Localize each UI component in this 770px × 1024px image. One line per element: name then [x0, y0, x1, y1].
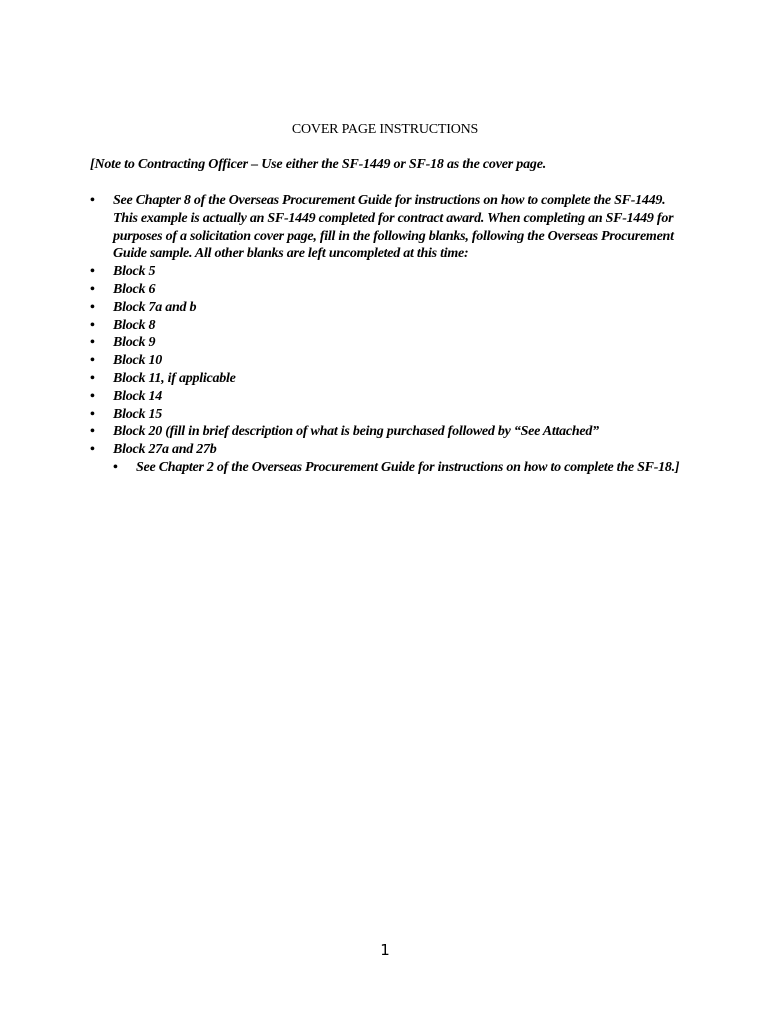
list-item: [90, 334, 680, 352]
list-item: [90, 192, 680, 263]
sub-list-item-text: See Chapter 2 of the Overseas Procurement Guide for instructions on how to complete the SF-18.]: [136, 459, 680, 475]
bullet-icon: •: [90, 281, 95, 297]
bullet-icon: •: [90, 335, 95, 351]
list-item-text: Block 14: [113, 388, 162, 404]
list-item-text: Block 5: [113, 264, 156, 280]
bullet-icon: •: [90, 353, 95, 369]
bullet-icon: •: [90, 442, 95, 458]
instruction-list: [90, 192, 680, 477]
page-number: 1: [380, 941, 390, 959]
list-item-text: Block 27a and 27b: [113, 442, 217, 458]
list-item-text: Block 11, if applicable: [113, 370, 236, 386]
list-item: [90, 406, 680, 424]
list-item: [90, 317, 680, 335]
list-item-text: Block 10: [113, 353, 162, 369]
list-item-text: Block 7a and b: [113, 299, 197, 315]
bullet-icon: •: [90, 193, 95, 208]
sub-list-item: [113, 459, 680, 477]
list-item-text: Block 8: [113, 317, 156, 333]
page-title: COVER PAGE INSTRUCTIONS: [291, 122, 479, 137]
list-item-text: Block 15: [113, 406, 162, 422]
contracting-officer-note: [Note to Contracting Officer – Use either the SF-1449 or SF-18 as the cover page.: [90, 157, 547, 172]
bullet-icon: •: [90, 424, 95, 440]
list-item: [90, 281, 680, 299]
list-item: [90, 423, 680, 441]
list-item: [90, 263, 680, 281]
sub-instruction-list: [113, 459, 680, 477]
list-item: [90, 388, 680, 406]
list-item: [90, 352, 680, 370]
bullet-icon: •: [90, 317, 95, 333]
list-item-text: Block 6: [113, 281, 156, 297]
bullet-icon: •: [113, 459, 118, 475]
bullet-icon: •: [90, 370, 95, 386]
list-item: [90, 370, 680, 388]
bullet-icon: •: [90, 264, 95, 280]
list-item-text: Block 9: [113, 335, 156, 351]
list-item: [90, 299, 680, 317]
bullet-icon: •: [90, 299, 95, 315]
bullet-icon: •: [90, 406, 95, 422]
list-item-text: Block 20 (fill in brief description of what is being purchased followed by “See Attached”: [113, 424, 599, 440]
list-item: [90, 441, 680, 477]
list-item-text: See Chapter 8 of the Overseas Procurement Guide for instructions on how to complete the SF-1449. This example is actually an SF-1449 completed for contract award. When completing an SF-1449 for purposes of a solicitation cover page, fill in the following blanks, following the Overseas Procurement Guide sample. All other blanks are left uncompleted at this time:: [113, 193, 674, 262]
bullet-icon: •: [90, 388, 95, 404]
